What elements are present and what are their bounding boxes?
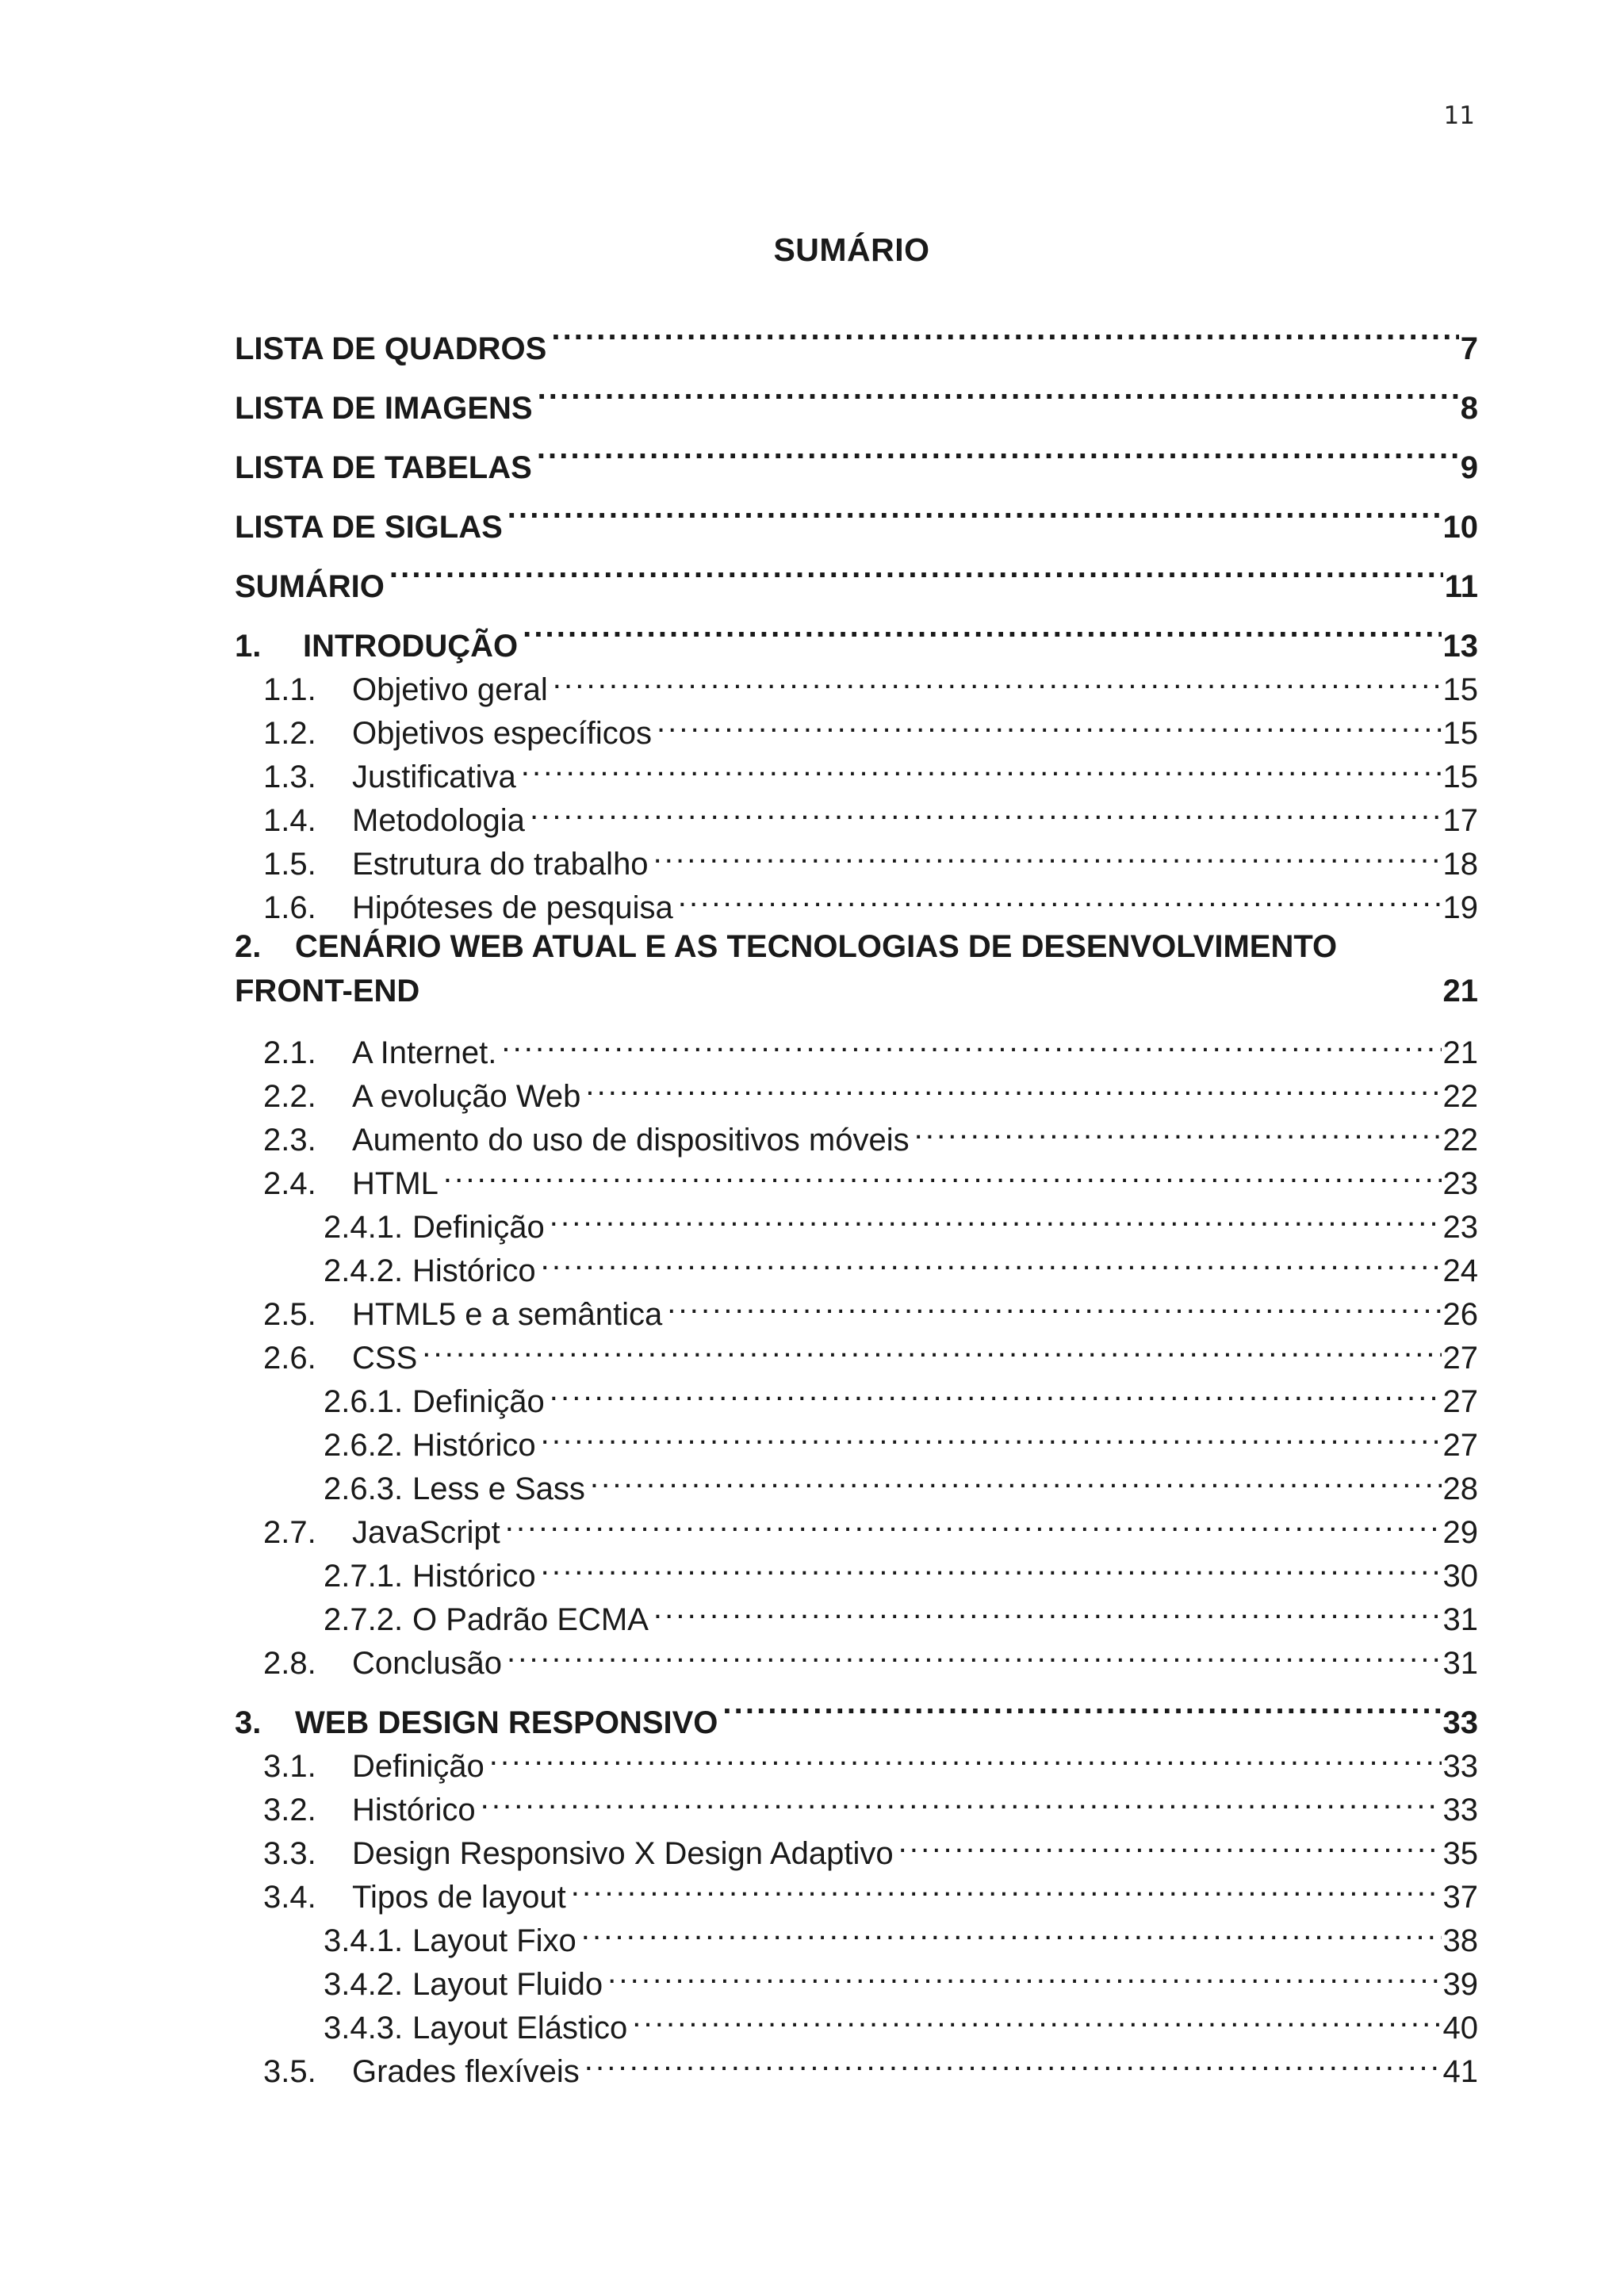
toc-entry-subsection[interactable] [235, 1908, 1478, 1958]
toc-entry-lista-de-siglas[interactable] [235, 478, 1478, 545]
dot-leader [489, 1733, 1442, 1777]
toc-entry-number: 3.4.3. [324, 2011, 404, 2045]
toc-entry-chapter-1[interactable] [235, 597, 1478, 664]
toc-entry-label: WEB DESIGN RESPONSIVO [295, 1705, 718, 1740]
toc-entry-label: Grades flexíveis [352, 2054, 580, 2089]
toc-entry-number: 1. [235, 629, 262, 664]
dot-leader [653, 831, 1442, 874]
toc-entry-section[interactable] [235, 831, 1478, 882]
toc-entry-number: 2. [235, 929, 262, 964]
dot-leader [541, 1238, 1442, 1281]
toc-entry-section[interactable] [235, 1733, 1478, 1784]
dot-leader [722, 1674, 1441, 1733]
toc-entry-section[interactable] [235, 1820, 1478, 1871]
toc-entry-label: Less e Sass [412, 1471, 585, 1506]
toc-entry-section[interactable] [235, 1864, 1478, 1915]
toc-entry-label: Design Responsivo X Design Adaptivo [352, 1836, 894, 1871]
toc-entry-lista-de-tabelas[interactable] [235, 419, 1478, 485]
dot-leader [422, 1325, 1441, 1368]
toc-entry-label: Histórico [412, 1253, 536, 1288]
dot-leader [505, 1499, 1442, 1543]
toc-entry-page: 18 [1442, 847, 1478, 882]
toc-entry-page: 27 [1442, 1428, 1478, 1463]
toc-entry-section[interactable] [235, 2038, 1478, 2089]
toc-entry-label: Metodologia [352, 803, 525, 838]
toc-entry-label: Layout Fixo [412, 1923, 576, 1958]
toc-entry-page: 7 [1460, 331, 1478, 366]
toc-entry-page: 40 [1442, 2011, 1478, 2045]
toc-entry-label: HTML [352, 1166, 439, 1201]
toc-entry-section[interactable] [235, 1020, 1478, 1070]
toc-entry-label: Definição [352, 1749, 485, 1784]
toc-entry-label: O Padrão ECMA [412, 1602, 649, 1637]
toc-entry-section[interactable] [235, 1107, 1478, 1158]
toc-entry-number: 2.1. [263, 1035, 316, 1070]
toc-entry-number: 1.3. [263, 760, 316, 794]
dot-leader [538, 359, 1459, 419]
toc-entry-page: 21 [1442, 1035, 1478, 1070]
dot-leader [550, 1368, 1442, 1412]
toc-entry-label: A Internet. [352, 1035, 497, 1070]
toc-entry-label: Tipos de layout [352, 1880, 566, 1915]
toc-entry-page: 27 [1442, 1384, 1478, 1419]
toc-entry-subsection[interactable] [235, 1456, 1478, 1506]
toc-entry-label: A evolução Web [352, 1079, 581, 1114]
dot-leader [443, 1150, 1442, 1194]
dot-leader [523, 597, 1441, 656]
toc-entry-page: 26 [1442, 1297, 1478, 1332]
toc-entry-page: 23 [1442, 1210, 1478, 1245]
toc-entry-number: 3. [235, 1705, 262, 1740]
dot-leader [507, 1630, 1441, 1674]
toc-entry-number: 2.6.1. [324, 1384, 404, 1419]
dot-leader [553, 656, 1442, 700]
toc-entry-number: 2.4. [263, 1166, 316, 1201]
toc-entry-number: 2.4.2. [324, 1253, 404, 1288]
toc-entry-number: 3.5. [263, 2054, 316, 2089]
table-of-contents [235, 300, 1478, 2089]
toc-entry-number: 2.5. [263, 1297, 316, 1332]
toc-entry-section[interactable] [235, 1777, 1478, 1827]
dot-leader [521, 744, 1442, 787]
toc-entry-number: 1.2. [263, 716, 316, 751]
toc-entry-subsection[interactable] [235, 1412, 1478, 1463]
toc-entry-label: Histórico [352, 1793, 476, 1827]
dot-leader [898, 1820, 1442, 1864]
toc-entry-lista-de-imagens[interactable] [235, 359, 1478, 426]
toc-entry-label: Conclusão [352, 1646, 503, 1681]
toc-entry-label: Estrutura do trabalho [352, 847, 649, 882]
toc-entry-label: Aumento do uso de dispositivos móveis [352, 1123, 910, 1158]
dot-leader [541, 1412, 1442, 1456]
toc-entry-number: 3.4. [263, 1880, 316, 1915]
toc-entry-section[interactable] [235, 656, 1478, 707]
toc-entry-label: JavaScript [352, 1515, 500, 1550]
toc-entry-number: 2.3. [263, 1123, 316, 1158]
toc-entry-number: 2.6.3. [324, 1471, 404, 1506]
dot-leader [653, 1586, 1442, 1630]
toc-entry-number: 1.4. [263, 803, 316, 838]
dot-leader [914, 1107, 1442, 1150]
toc-entry-label: SUMÁRIO [235, 569, 385, 604]
toc-entry-label: LISTA DE SIGLAS [235, 510, 503, 545]
dot-leader [678, 874, 1442, 918]
toc-entry-number: 2.4.1. [324, 1210, 404, 1245]
page-number: 11 [1443, 101, 1475, 130]
toc-entry-page: 28 [1442, 1471, 1478, 1506]
toc-entry-number: 3.4.1. [324, 1923, 404, 1958]
dot-leader [541, 1543, 1442, 1586]
toc-entry-page: 19 [1442, 890, 1478, 925]
toc-entry-section[interactable] [235, 1499, 1478, 1550]
toc-entry-label: CSS [352, 1341, 418, 1376]
toc-entry-page: 15 [1442, 716, 1478, 751]
toc-entry-subsection[interactable] [235, 1586, 1478, 1637]
toc-entry-subsection[interactable] [235, 1995, 1478, 2045]
toc-entry-label: Histórico [412, 1428, 536, 1463]
toc-entry-label: Hipóteses de pesquisa [352, 890, 673, 925]
toc-entry-number: 1.1. [263, 672, 316, 707]
toc-entry-sumario[interactable] [235, 538, 1478, 604]
dot-leader [389, 538, 1443, 597]
toc-entry-label: INTRODUÇÃO [303, 629, 519, 664]
toc-entry-page: 30 [1442, 1559, 1478, 1594]
toc-entry-page: 37 [1442, 1880, 1478, 1915]
toc-entry-number: 1.5. [263, 847, 316, 882]
toc-entry-page: 22 [1442, 1079, 1478, 1114]
toc-entry-label-line2: FRONT-END [235, 974, 420, 1008]
toc-entry-page: 31 [1442, 1646, 1478, 1681]
toc-entry-page: 8 [1460, 391, 1478, 426]
toc-entry-section[interactable] [235, 1325, 1478, 1376]
toc-entry-page: 41 [1442, 2054, 1478, 2089]
dot-leader [585, 1063, 1441, 1107]
toc-entry-section[interactable] [235, 1063, 1478, 1114]
dot-leader [501, 1020, 1441, 1063]
toc-entry-page: 11 [1444, 569, 1478, 604]
toc-entry-page: 33 [1442, 1793, 1478, 1827]
dot-leader [581, 1908, 1442, 1951]
toc-entry-page: 31 [1442, 1602, 1478, 1637]
dot-leader [632, 1995, 1441, 2038]
toc-entry-page: 21 [1442, 974, 1478, 1008]
toc-entry-chapter-2[interactable] [235, 918, 1478, 1020]
toc-entry-number: 2.7.1. [324, 1559, 404, 1594]
dot-leader [667, 1281, 1441, 1325]
dot-leader [550, 1194, 1442, 1238]
toc-entry-page: 24 [1442, 1253, 1478, 1288]
toc-entry-section[interactable] [235, 1630, 1478, 1681]
toc-entry-lista-de-quadros[interactable] [235, 300, 1478, 366]
toc-entry-subsection[interactable] [235, 1543, 1478, 1594]
toc-entry-chapter-3[interactable] [235, 1674, 1478, 1740]
toc-entry-page: 27 [1442, 1341, 1478, 1376]
toc-entry-label: Justificativa [352, 760, 516, 794]
toc-entry-page: 22 [1442, 1123, 1478, 1158]
toc-entry-label: LISTA DE QUADROS [235, 331, 547, 366]
toc-entry-section[interactable] [235, 1150, 1478, 1201]
toc-entry-subsection[interactable] [235, 1951, 1478, 2002]
toc-entry-label: Histórico [412, 1559, 536, 1594]
toc-entry-page: 17 [1442, 803, 1478, 838]
toc-entry-label: HTML5 e a semântica [352, 1297, 663, 1332]
toc-entry-label: LISTA DE IMAGENS [235, 391, 533, 426]
toc-entry-page: 15 [1442, 672, 1478, 707]
toc-entry-label: Layout Fluido [412, 1967, 603, 2002]
toc-entry-label: Definição [412, 1210, 545, 1245]
toc-entry-number: 1.6. [263, 890, 316, 925]
toc-entry-number: 2.2. [263, 1079, 316, 1114]
dot-leader [657, 700, 1442, 744]
dot-leader [481, 1777, 1442, 1820]
toc-entry-subsection[interactable] [235, 1368, 1478, 1419]
dot-leader [537, 419, 1459, 478]
toc-entry-number: 2.6. [263, 1341, 316, 1376]
toc-entry-number: 3.4.2. [324, 1967, 404, 2002]
toc-entry-label: LISTA DE TABELAS [235, 450, 532, 485]
dot-leader [571, 1864, 1442, 1908]
toc-entry-label: Definição [412, 1384, 545, 1419]
toc-entry-number: 2.8. [263, 1646, 316, 1681]
toc-entry-number: 2.6.2. [324, 1428, 404, 1463]
toc-entry-page: 38 [1442, 1923, 1478, 1958]
toc-entry-page: 39 [1442, 1967, 1478, 2002]
dot-leader [607, 1951, 1441, 1995]
toc-entry-section[interactable] [235, 1281, 1478, 1332]
toc-entry-section[interactable] [235, 744, 1478, 794]
toc-entry-page: 35 [1442, 1836, 1478, 1871]
toc-entry-number: 2.7. [263, 1515, 316, 1550]
toc-entry-label: Objetivos específicos [352, 716, 652, 751]
toc-entry-page: 9 [1460, 450, 1478, 485]
toc-entry-section[interactable] [235, 787, 1478, 838]
toc-entry-page: 13 [1442, 629, 1478, 664]
toc-entry-label-line1: CENÁRIO WEB ATUAL E AS TECNOLOGIAS DE DESENVOLVIMENTO [295, 929, 1338, 964]
toc-entry-page: 10 [1442, 510, 1478, 545]
dot-leader [590, 1456, 1442, 1499]
toc-entry-subsection[interactable] [235, 1194, 1478, 1245]
toc-entry-page: 29 [1442, 1515, 1478, 1550]
toc-entry-subsection[interactable] [235, 1238, 1478, 1288]
toc-entry-section[interactable] [235, 700, 1478, 751]
toc-entry-number: 2.7.2. [324, 1602, 404, 1637]
toc-title: SUMÁRIO [773, 232, 930, 268]
toc-entry-label: Layout Elástico [412, 2011, 628, 2045]
toc-entry-number: 3.2. [263, 1793, 316, 1827]
toc-entry-label: Objetivo geral [352, 672, 548, 707]
toc-entry-page: 23 [1442, 1166, 1478, 1201]
dot-leader [530, 787, 1442, 831]
toc-entry-section[interactable] [235, 874, 1478, 925]
dot-leader [508, 478, 1442, 538]
toc-entry-number: 3.1. [263, 1749, 316, 1784]
dot-leader [584, 2038, 1442, 2082]
toc-entry-number: 3.3. [263, 1836, 316, 1871]
dot-leader [551, 300, 1458, 359]
toc-entry-page: 33 [1442, 1705, 1478, 1740]
toc-entry-page: 33 [1442, 1749, 1478, 1784]
toc-entry-page: 15 [1442, 760, 1478, 794]
